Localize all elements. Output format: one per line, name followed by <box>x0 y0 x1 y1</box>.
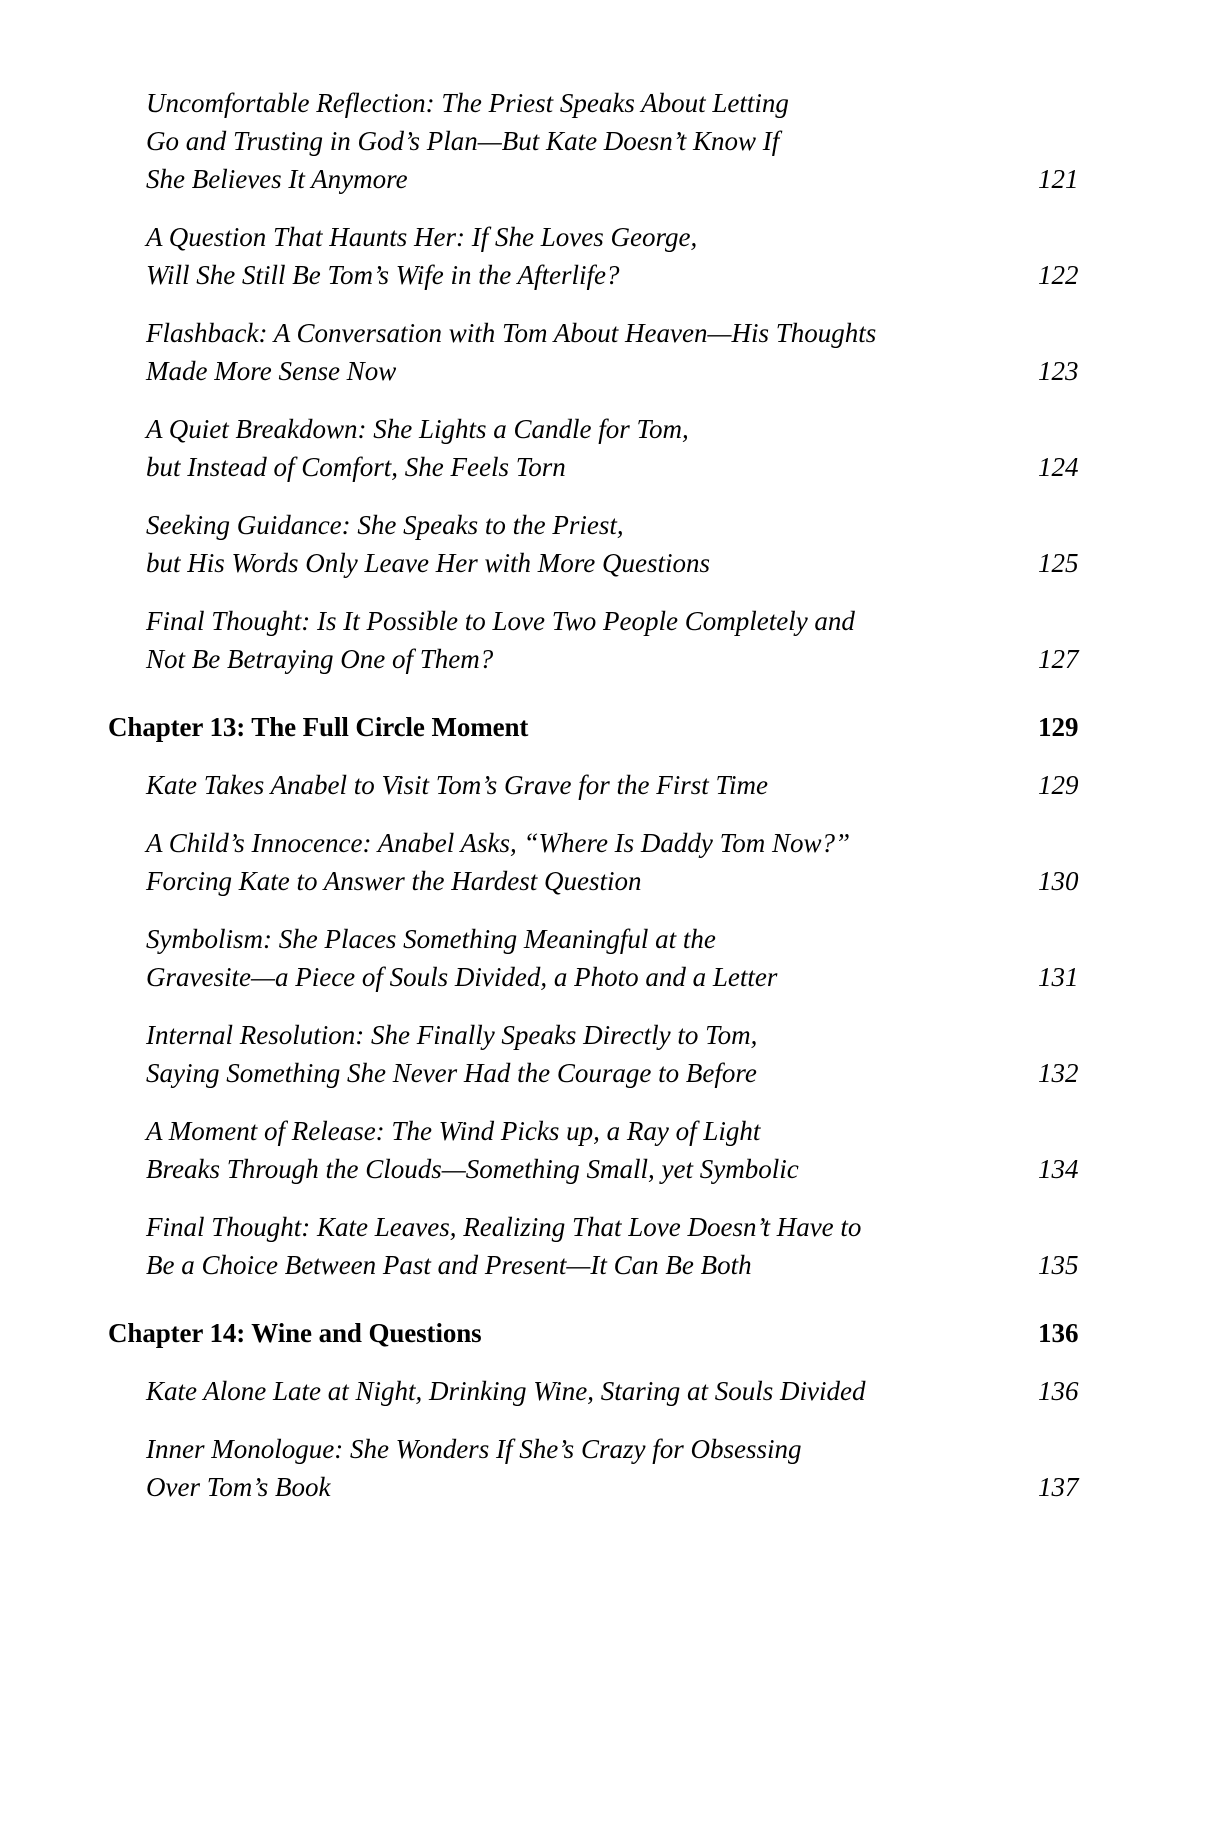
toc-entry-row[interactable] <box>108 410 1108 486</box>
toc-entry-title[interactable]: Go and Trusting in God’s Plan—But Kate Doesn’t Know If <box>146 126 780 156</box>
toc-entry-title[interactable]: Inner Monologue: She Wonders If She’s Crazy for Obsessing <box>146 1434 802 1464</box>
toc-entry-title[interactable]: Breaks Through the Clouds—Something Small, yet Symbolic <box>146 1154 799 1184</box>
toc-entry-lines <box>108 1372 1108 1410</box>
toc-entry-title[interactable]: A Quiet Breakdown: She Lights a Candle for Tom, <box>146 414 689 444</box>
toc-entry-line <box>108 256 1108 294</box>
toc-entry-line <box>108 448 1108 486</box>
toc-entry-title[interactable]: A Moment of Release: The Wind Picks up, a Ray of Light <box>146 1116 761 1146</box>
toc-entry-page-number: 122 <box>1038 260 1079 290</box>
toc-entry-line <box>108 122 1108 160</box>
toc-entry-page-number: 134 <box>1038 1154 1079 1184</box>
toc-entry-lines <box>108 1208 1108 1284</box>
toc-entry-title[interactable]: Made More Sense Now <box>146 356 397 386</box>
toc-entry-line <box>108 160 1108 198</box>
toc-chapter-page-number: 136 <box>1038 1318 1079 1348</box>
toc-entry-title[interactable]: Forcing Kate to Answer the Hardest Question <box>146 866 642 896</box>
toc-entry-lines <box>108 410 1108 486</box>
toc-entry-line <box>108 218 1108 256</box>
toc-entry-lines <box>108 766 1108 804</box>
toc-entry-row[interactable] <box>108 1430 1108 1506</box>
toc-entry-title[interactable]: Over Tom’s Book <box>146 1472 331 1502</box>
toc-entry-line <box>108 1016 1108 1054</box>
toc-entry-lines <box>108 1430 1108 1506</box>
toc-entry-page-number: 123 <box>1038 356 1079 386</box>
toc-entry-page-number: 127 <box>1038 644 1079 674</box>
toc-chapter-title[interactable]: Chapter 13: The Full Circle Moment <box>108 712 529 742</box>
toc-entry-line <box>108 1430 1108 1468</box>
toc-entry-row[interactable] <box>108 1208 1108 1284</box>
toc-entry-title[interactable]: Be a Choice Between Past and Present—It Can Be Both <box>146 1250 752 1280</box>
toc-entry-lines <box>108 824 1108 900</box>
toc-entry-line <box>108 1150 1108 1188</box>
table-of-contents-list <box>108 84 1108 1506</box>
toc-entry-row[interactable] <box>108 920 1108 996</box>
toc-entry-line <box>108 958 1108 996</box>
toc-entry-lines <box>108 1016 1108 1092</box>
toc-entry-lines <box>108 920 1108 996</box>
toc-entry-line <box>108 824 1108 862</box>
toc-entry-row[interactable] <box>108 1112 1108 1188</box>
toc-entry-title[interactable]: Not Be Betraying One of Them? <box>146 644 494 674</box>
toc-entry-lines <box>108 218 1108 294</box>
toc-entry-page-number: 135 <box>1038 1250 1079 1280</box>
toc-chapter-title[interactable]: Chapter 14: Wine and Questions <box>108 1318 482 1348</box>
toc-entry-line <box>108 506 1108 544</box>
toc-entry-row[interactable] <box>108 766 1108 804</box>
toc-entry-line <box>108 1054 1108 1092</box>
toc-entry-page-number: 136 <box>1038 1376 1079 1406</box>
toc-entry-title[interactable]: Uncomfortable Reflection: The Priest Speaks About Letting <box>146 88 789 118</box>
toc-entry-row[interactable] <box>108 506 1108 582</box>
toc-entry-row[interactable] <box>108 84 1108 198</box>
toc-entry-page-number: 132 <box>1038 1058 1079 1088</box>
toc-entry-line <box>108 1372 1108 1410</box>
toc-entry-page-number: 125 <box>1038 548 1079 578</box>
toc-entry-title[interactable]: Final Thought: Kate Leaves, Realizing That Love Doesn’t Have to <box>146 1212 862 1242</box>
toc-entry-line <box>108 352 1108 390</box>
toc-entry-line <box>108 410 1108 448</box>
toc-entry-title[interactable]: Final Thought: Is It Possible to Love Two People Completely and <box>146 606 855 636</box>
toc-entry-page-number: 131 <box>1038 962 1079 992</box>
toc-entry-title[interactable]: Kate Alone Late at Night, Drinking Wine, Staring at Souls Divided <box>146 1376 866 1406</box>
toc-entry-line <box>108 766 1108 804</box>
toc-entry-line <box>108 862 1108 900</box>
toc-chapter-line <box>108 708 1108 746</box>
toc-entry-row[interactable] <box>108 314 1108 390</box>
toc-entry-lines <box>108 84 1108 198</box>
toc-entry-line <box>108 84 1108 122</box>
toc-entry-line <box>108 640 1108 678</box>
toc-entry-title[interactable]: A Child’s Innocence: Anabel Asks, “Where Is Daddy Tom Now?” <box>146 828 850 858</box>
toc-entry-title[interactable]: Internal Resolution: She Finally Speaks Directly to Tom, <box>146 1020 758 1050</box>
toc-entry-line <box>108 314 1108 352</box>
toc-entry-title[interactable]: Flashback: A Conversation with Tom About Heaven—His Thoughts <box>146 318 877 348</box>
toc-entry-line <box>108 920 1108 958</box>
toc-entry-title[interactable]: Will She Still Be Tom’s Wife in the Afterlife? <box>146 260 620 290</box>
toc-entry-row[interactable] <box>108 218 1108 294</box>
toc-entry-page-number: 129 <box>1038 770 1079 800</box>
toc-entry-line <box>108 544 1108 582</box>
toc-entry-lines <box>108 602 1108 678</box>
toc-entry-row[interactable] <box>108 1372 1108 1410</box>
toc-entry-page-number: 124 <box>1038 452 1079 482</box>
toc-entry-lines <box>108 1112 1108 1188</box>
toc-entry-title[interactable]: but Instead of Comfort, She Feels Torn <box>146 452 566 482</box>
toc-entry-title[interactable]: Gravesite—a Piece of Souls Divided, a Photo and a Letter <box>146 962 778 992</box>
toc-entry-line <box>108 1112 1108 1150</box>
toc-entry-page-number: 121 <box>1038 164 1079 194</box>
toc-entry-row[interactable] <box>108 824 1108 900</box>
toc-entry-title[interactable]: A Question That Haunts Her: If She Loves George, <box>146 222 698 252</box>
toc-entry-line <box>108 602 1108 640</box>
toc-entry-page-number: 137 <box>1038 1472 1079 1502</box>
toc-entry-title[interactable]: Seeking Guidance: She Speaks to the Priest, <box>146 510 624 540</box>
toc-entry-lines <box>108 506 1108 582</box>
toc-entry-line <box>108 1246 1108 1284</box>
toc-entry-page-number: 130 <box>1038 866 1079 896</box>
toc-entry-title[interactable]: Kate Takes Anabel to Visit Tom’s Grave for the First Time <box>146 770 769 800</box>
toc-chapter-row[interactable] <box>108 1314 1108 1352</box>
toc-entry-line <box>108 1468 1108 1506</box>
toc-entry-row[interactable] <box>108 1016 1108 1092</box>
toc-entry-title[interactable]: Symbolism: She Places Something Meaningful at the <box>146 924 716 954</box>
toc-chapter-line <box>108 1314 1108 1352</box>
toc-entry-title[interactable]: She Believes It Anymore <box>146 164 408 194</box>
toc-entry-line <box>108 1208 1108 1246</box>
toc-entry-title[interactable]: Saying Something She Never Had the Courage to Before <box>146 1058 757 1088</box>
toc-entry-row[interactable] <box>108 602 1108 678</box>
toc-chapter-page-number: 129 <box>1038 712 1079 742</box>
toc-chapter-row[interactable] <box>108 708 1108 746</box>
toc-entry-title[interactable]: but His Words Only Leave Her with More Questions <box>146 548 710 578</box>
toc-entry-lines <box>108 314 1108 390</box>
